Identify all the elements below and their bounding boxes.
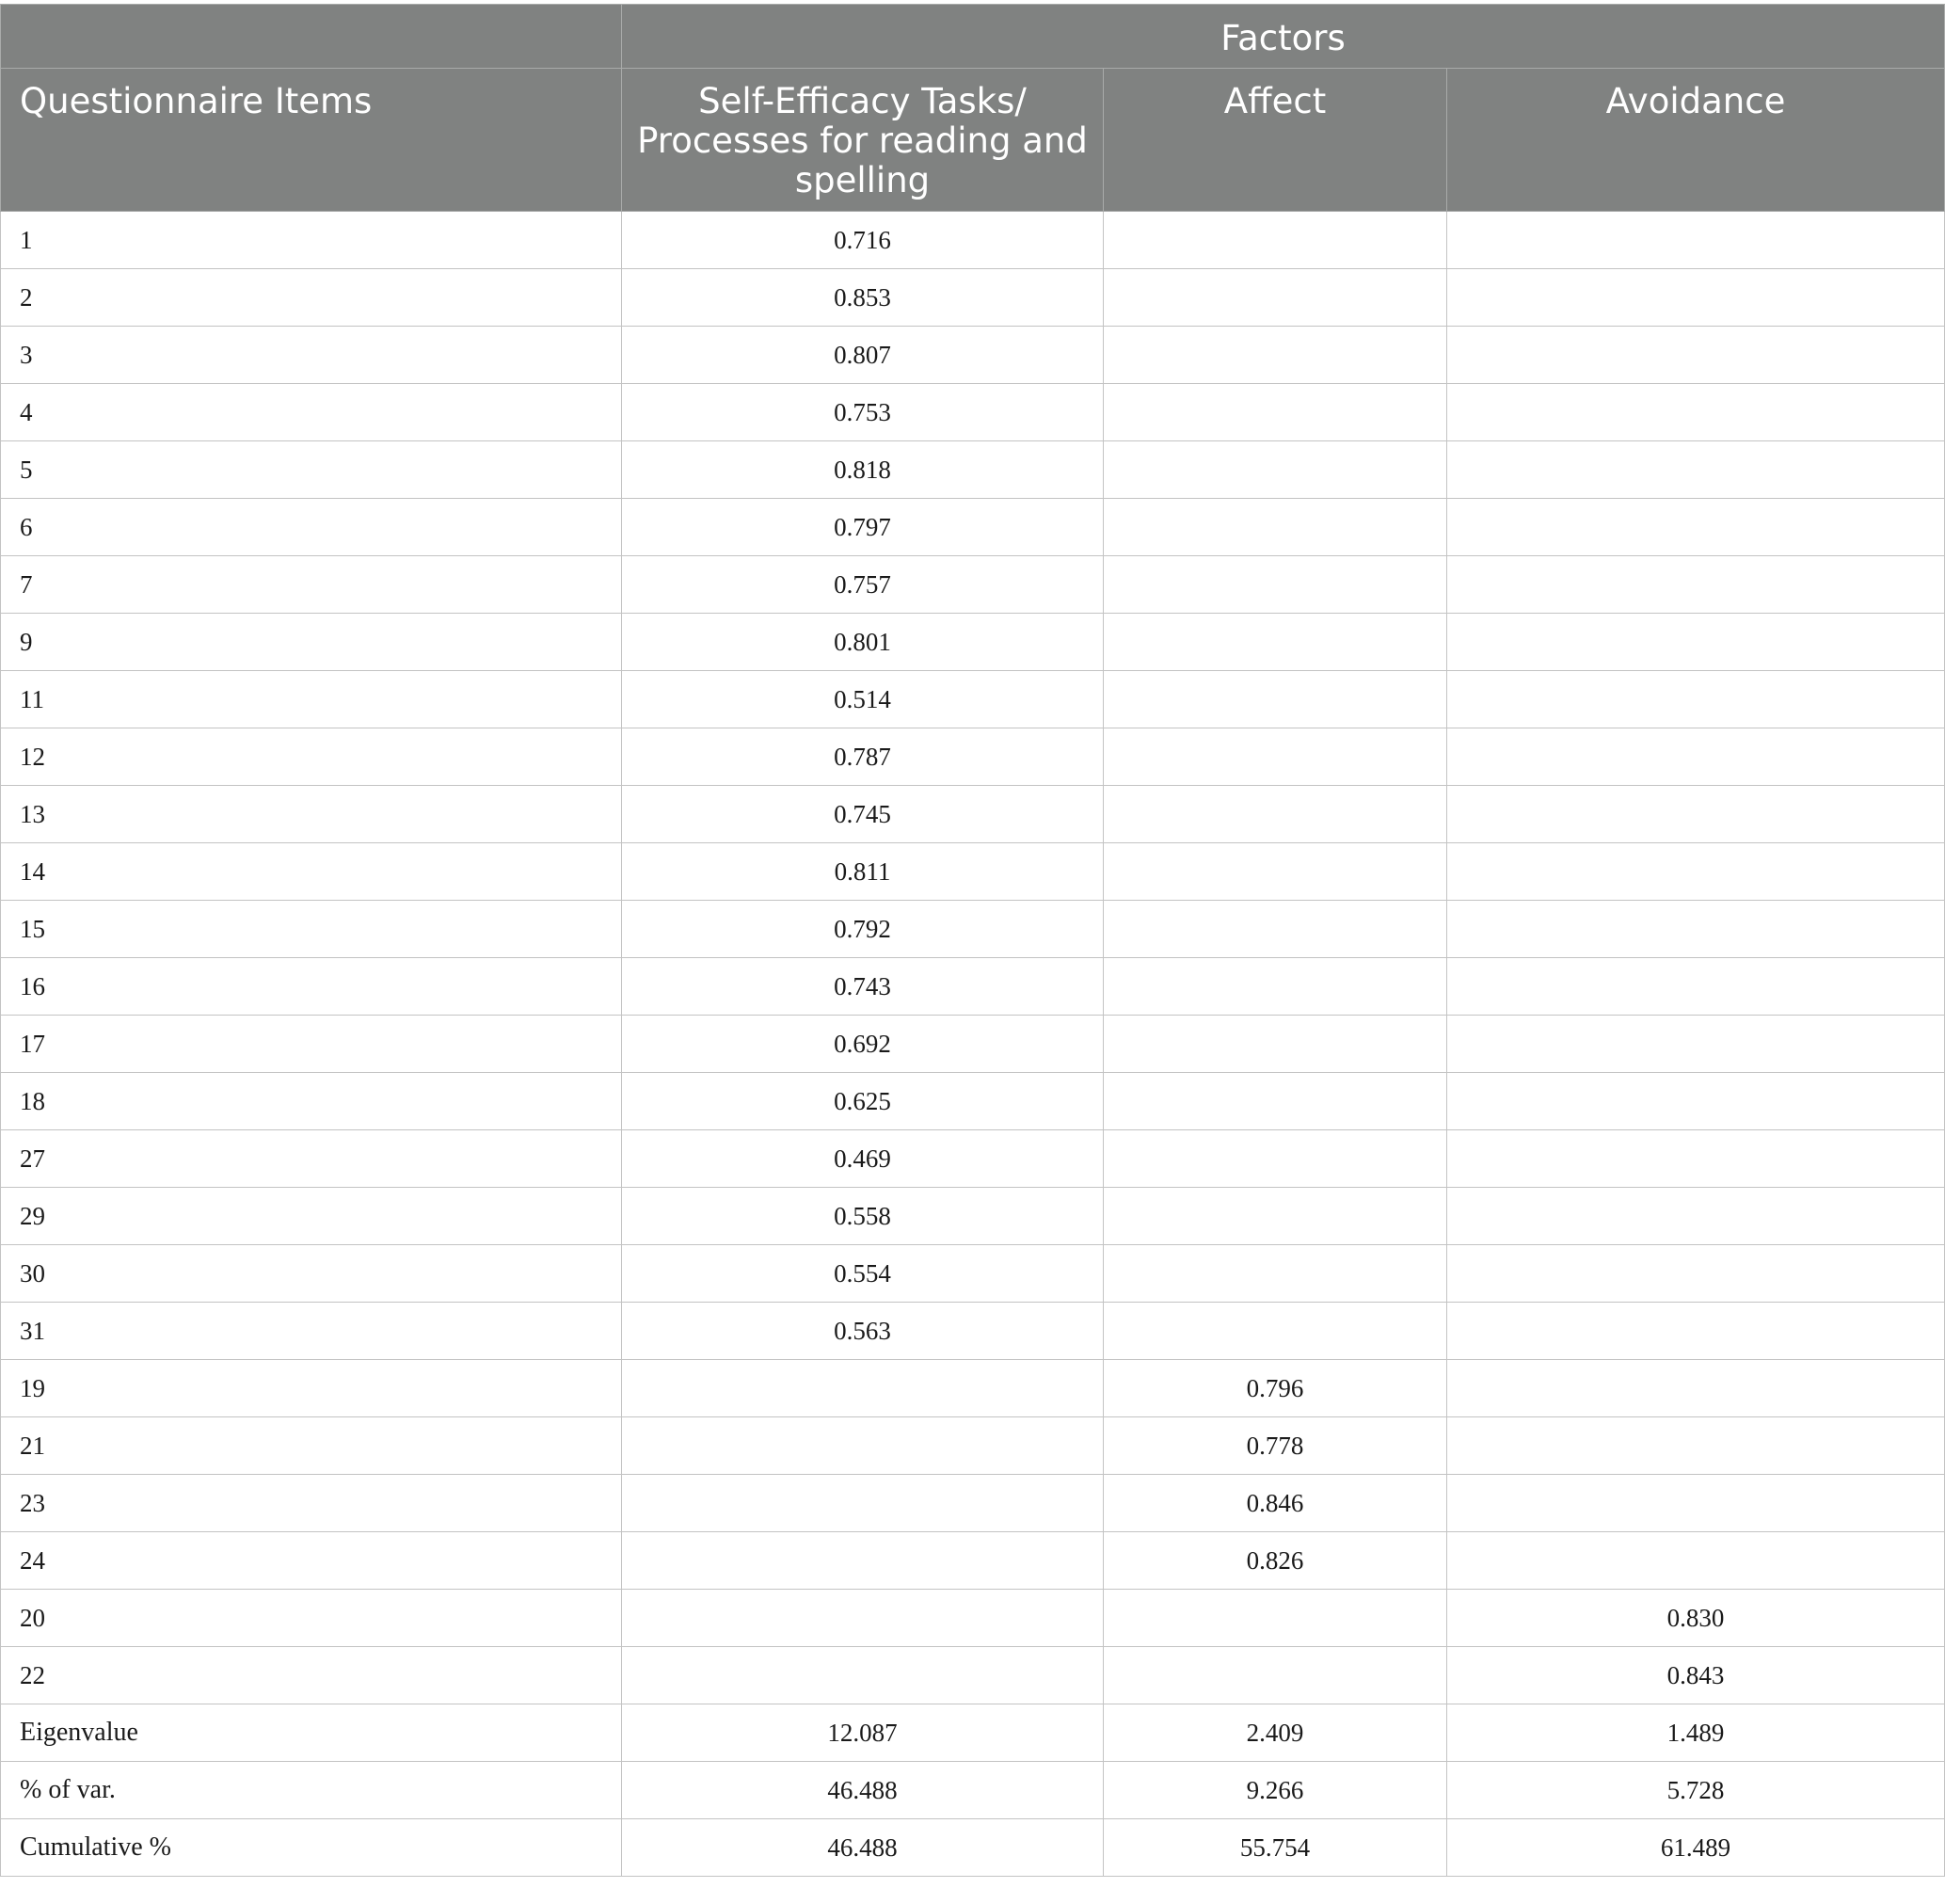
row-self-efficacy-cell: 46.488 (622, 1819, 1104, 1877)
row-item-cell: 2 (1, 269, 622, 327)
row-self-efficacy-cell (622, 1475, 1104, 1532)
table-row (1, 269, 1945, 327)
row-avoidance-cell (1447, 269, 1945, 327)
row-self-efficacy-cell: 0.469 (622, 1130, 1104, 1188)
row-avoidance-cell (1447, 384, 1945, 441)
row-affect-cell (1104, 212, 1447, 269)
row-affect-cell (1104, 1590, 1447, 1647)
row-affect-cell (1104, 1073, 1447, 1130)
table-row (1, 384, 1945, 441)
row-affect-cell (1104, 327, 1447, 384)
row-item-cell: 19 (1, 1360, 622, 1417)
row-avoidance-cell (1447, 958, 1945, 1016)
table-row (1, 786, 1945, 843)
row-item-cell: 1 (1, 212, 622, 269)
row-item-cell: 22 (1, 1647, 622, 1704)
row-item-cell: Eigenvalue (1, 1704, 622, 1762)
row-affect-cell (1104, 499, 1447, 556)
header-row-columns (1, 69, 1945, 212)
row-self-efficacy-cell: 0.757 (622, 556, 1104, 614)
table-body (1, 212, 1945, 1877)
row-affect-cell (1104, 1245, 1447, 1303)
row-affect-cell (1104, 1303, 1447, 1360)
row-affect-cell (1104, 958, 1447, 1016)
row-self-efficacy-cell: 0.797 (622, 499, 1104, 556)
row-item-cell: 23 (1, 1475, 622, 1532)
row-affect-cell: 0.846 (1104, 1475, 1447, 1532)
table-row (1, 901, 1945, 958)
row-self-efficacy-cell: 0.563 (622, 1303, 1104, 1360)
row-avoidance-cell (1447, 786, 1945, 843)
table-row (1, 1819, 1945, 1877)
table-row (1, 1016, 1945, 1073)
column-header-avoidance: Avoidance (1447, 69, 1945, 212)
table-row (1, 1417, 1945, 1475)
row-avoidance-cell (1447, 901, 1945, 958)
row-affect-cell: 9.266 (1104, 1762, 1447, 1819)
row-item-cell: 7 (1, 556, 622, 614)
row-item-cell: 4 (1, 384, 622, 441)
row-avoidance-cell (1447, 212, 1945, 269)
row-item-cell: % of var. (1, 1762, 622, 1819)
row-item-cell: 3 (1, 327, 622, 384)
row-affect-cell: 55.754 (1104, 1819, 1447, 1877)
row-self-efficacy-cell: 0.558 (622, 1188, 1104, 1245)
row-item-cell: Cumulative % (1, 1819, 622, 1877)
table-row (1, 958, 1945, 1016)
table-row (1, 1704, 1945, 1762)
row-item-cell: 17 (1, 1016, 622, 1073)
row-self-efficacy-cell: 0.811 (622, 843, 1104, 901)
row-affect-cell (1104, 728, 1447, 786)
table-row (1, 499, 1945, 556)
row-self-efficacy-cell: 0.787 (622, 728, 1104, 786)
row-affect-cell (1104, 901, 1447, 958)
table-row (1, 1073, 1945, 1130)
row-item-cell: 6 (1, 499, 622, 556)
table-row (1, 1647, 1945, 1704)
table-row (1, 671, 1945, 728)
row-affect-cell (1104, 441, 1447, 499)
row-self-efficacy-cell: 0.554 (622, 1245, 1104, 1303)
row-avoidance-cell (1447, 1188, 1945, 1245)
table-row (1, 614, 1945, 671)
table-row (1, 1475, 1945, 1532)
row-avoidance-cell (1447, 843, 1945, 901)
row-item-cell: 12 (1, 728, 622, 786)
row-item-cell: 9 (1, 614, 622, 671)
row-avoidance-cell (1447, 1073, 1945, 1130)
row-avoidance-cell (1447, 671, 1945, 728)
row-self-efficacy-cell: 0.818 (622, 441, 1104, 499)
row-avoidance-cell (1447, 1016, 1945, 1073)
row-self-efficacy-cell: 0.801 (622, 614, 1104, 671)
row-affect-cell (1104, 671, 1447, 728)
row-self-efficacy-cell: 0.716 (622, 212, 1104, 269)
column-header-items: Questionnaire Items (1, 69, 622, 212)
table-row (1, 1245, 1945, 1303)
table-row (1, 1188, 1945, 1245)
row-self-efficacy-cell (622, 1590, 1104, 1647)
row-item-cell: 11 (1, 671, 622, 728)
row-affect-cell (1104, 786, 1447, 843)
row-affect-cell (1104, 556, 1447, 614)
row-affect-cell: 0.796 (1104, 1360, 1447, 1417)
table-row (1, 1762, 1945, 1819)
row-item-cell: 30 (1, 1245, 622, 1303)
row-self-efficacy-cell (622, 1417, 1104, 1475)
row-item-cell: 20 (1, 1590, 622, 1647)
row-item-cell: 29 (1, 1188, 622, 1245)
row-self-efficacy-cell (622, 1647, 1104, 1704)
table-row (1, 728, 1945, 786)
row-item-cell: 14 (1, 843, 622, 901)
row-avoidance-cell: 61.489 (1447, 1819, 1945, 1877)
table-row (1, 1303, 1945, 1360)
row-avoidance-cell (1447, 441, 1945, 499)
row-avoidance-cell (1447, 1532, 1945, 1590)
row-item-cell: 24 (1, 1532, 622, 1590)
row-item-cell: 5 (1, 441, 622, 499)
row-avoidance-cell: 1.489 (1447, 1704, 1945, 1762)
row-avoidance-cell (1447, 327, 1945, 384)
row-item-cell: 27 (1, 1130, 622, 1188)
table-row (1, 1532, 1945, 1590)
row-self-efficacy-cell: 0.853 (622, 269, 1104, 327)
factor-loadings-table (0, 4, 1945, 1877)
row-avoidance-cell (1447, 728, 1945, 786)
row-affect-cell: 0.826 (1104, 1532, 1447, 1590)
row-self-efficacy-cell: 0.692 (622, 1016, 1104, 1073)
row-self-efficacy-cell: 0.792 (622, 901, 1104, 958)
row-item-cell: 16 (1, 958, 622, 1016)
row-affect-cell (1104, 384, 1447, 441)
row-self-efficacy-cell: 46.488 (622, 1762, 1104, 1819)
row-self-efficacy-cell: 0.743 (622, 958, 1104, 1016)
table-row (1, 843, 1945, 901)
table-row (1, 441, 1945, 499)
table-row (1, 327, 1945, 384)
row-item-cell: 13 (1, 786, 622, 843)
row-item-cell: 31 (1, 1303, 622, 1360)
column-header-self-efficacy: Self-Efficacy Tasks/ Processes for reading and spelling (622, 69, 1104, 212)
row-self-efficacy-cell (622, 1532, 1104, 1590)
row-item-cell: 21 (1, 1417, 622, 1475)
header-empty-cell (1, 5, 622, 69)
table-row (1, 556, 1945, 614)
row-affect-cell (1104, 1647, 1447, 1704)
table-row (1, 212, 1945, 269)
table-row (1, 1360, 1945, 1417)
row-item-cell: 18 (1, 1073, 622, 1130)
row-self-efficacy-cell: 0.745 (622, 786, 1104, 843)
row-affect-cell (1104, 1016, 1447, 1073)
row-self-efficacy-cell: 0.625 (622, 1073, 1104, 1130)
row-affect-cell: 0.778 (1104, 1417, 1447, 1475)
row-affect-cell (1104, 843, 1447, 901)
row-self-efficacy-cell: 0.514 (622, 671, 1104, 728)
row-affect-cell: 2.409 (1104, 1704, 1447, 1762)
row-avoidance-cell: 0.843 (1447, 1647, 1945, 1704)
row-affect-cell (1104, 614, 1447, 671)
row-affect-cell (1104, 269, 1447, 327)
table-header (1, 5, 1945, 212)
column-header-affect: Affect (1104, 69, 1447, 212)
row-self-efficacy-cell (622, 1360, 1104, 1417)
row-avoidance-cell: 0.830 (1447, 1590, 1945, 1647)
row-self-efficacy-cell: 0.753 (622, 384, 1104, 441)
row-avoidance-cell (1447, 1360, 1945, 1417)
row-self-efficacy-cell: 12.087 (622, 1704, 1104, 1762)
row-affect-cell (1104, 1188, 1447, 1245)
row-avoidance-cell (1447, 1475, 1945, 1532)
row-avoidance-cell (1447, 556, 1945, 614)
row-avoidance-cell (1447, 1245, 1945, 1303)
header-row-factors (1, 5, 1945, 69)
row-avoidance-cell (1447, 499, 1945, 556)
row-affect-cell (1104, 1130, 1447, 1188)
table-row (1, 1130, 1945, 1188)
table-row (1, 1590, 1945, 1647)
row-item-cell: 15 (1, 901, 622, 958)
row-avoidance-cell (1447, 1417, 1945, 1475)
row-self-efficacy-cell: 0.807 (622, 327, 1104, 384)
factors-group-header: Factors (622, 5, 1945, 69)
row-avoidance-cell (1447, 1303, 1945, 1360)
row-avoidance-cell: 5.728 (1447, 1762, 1945, 1819)
row-avoidance-cell (1447, 1130, 1945, 1188)
row-avoidance-cell (1447, 614, 1945, 671)
